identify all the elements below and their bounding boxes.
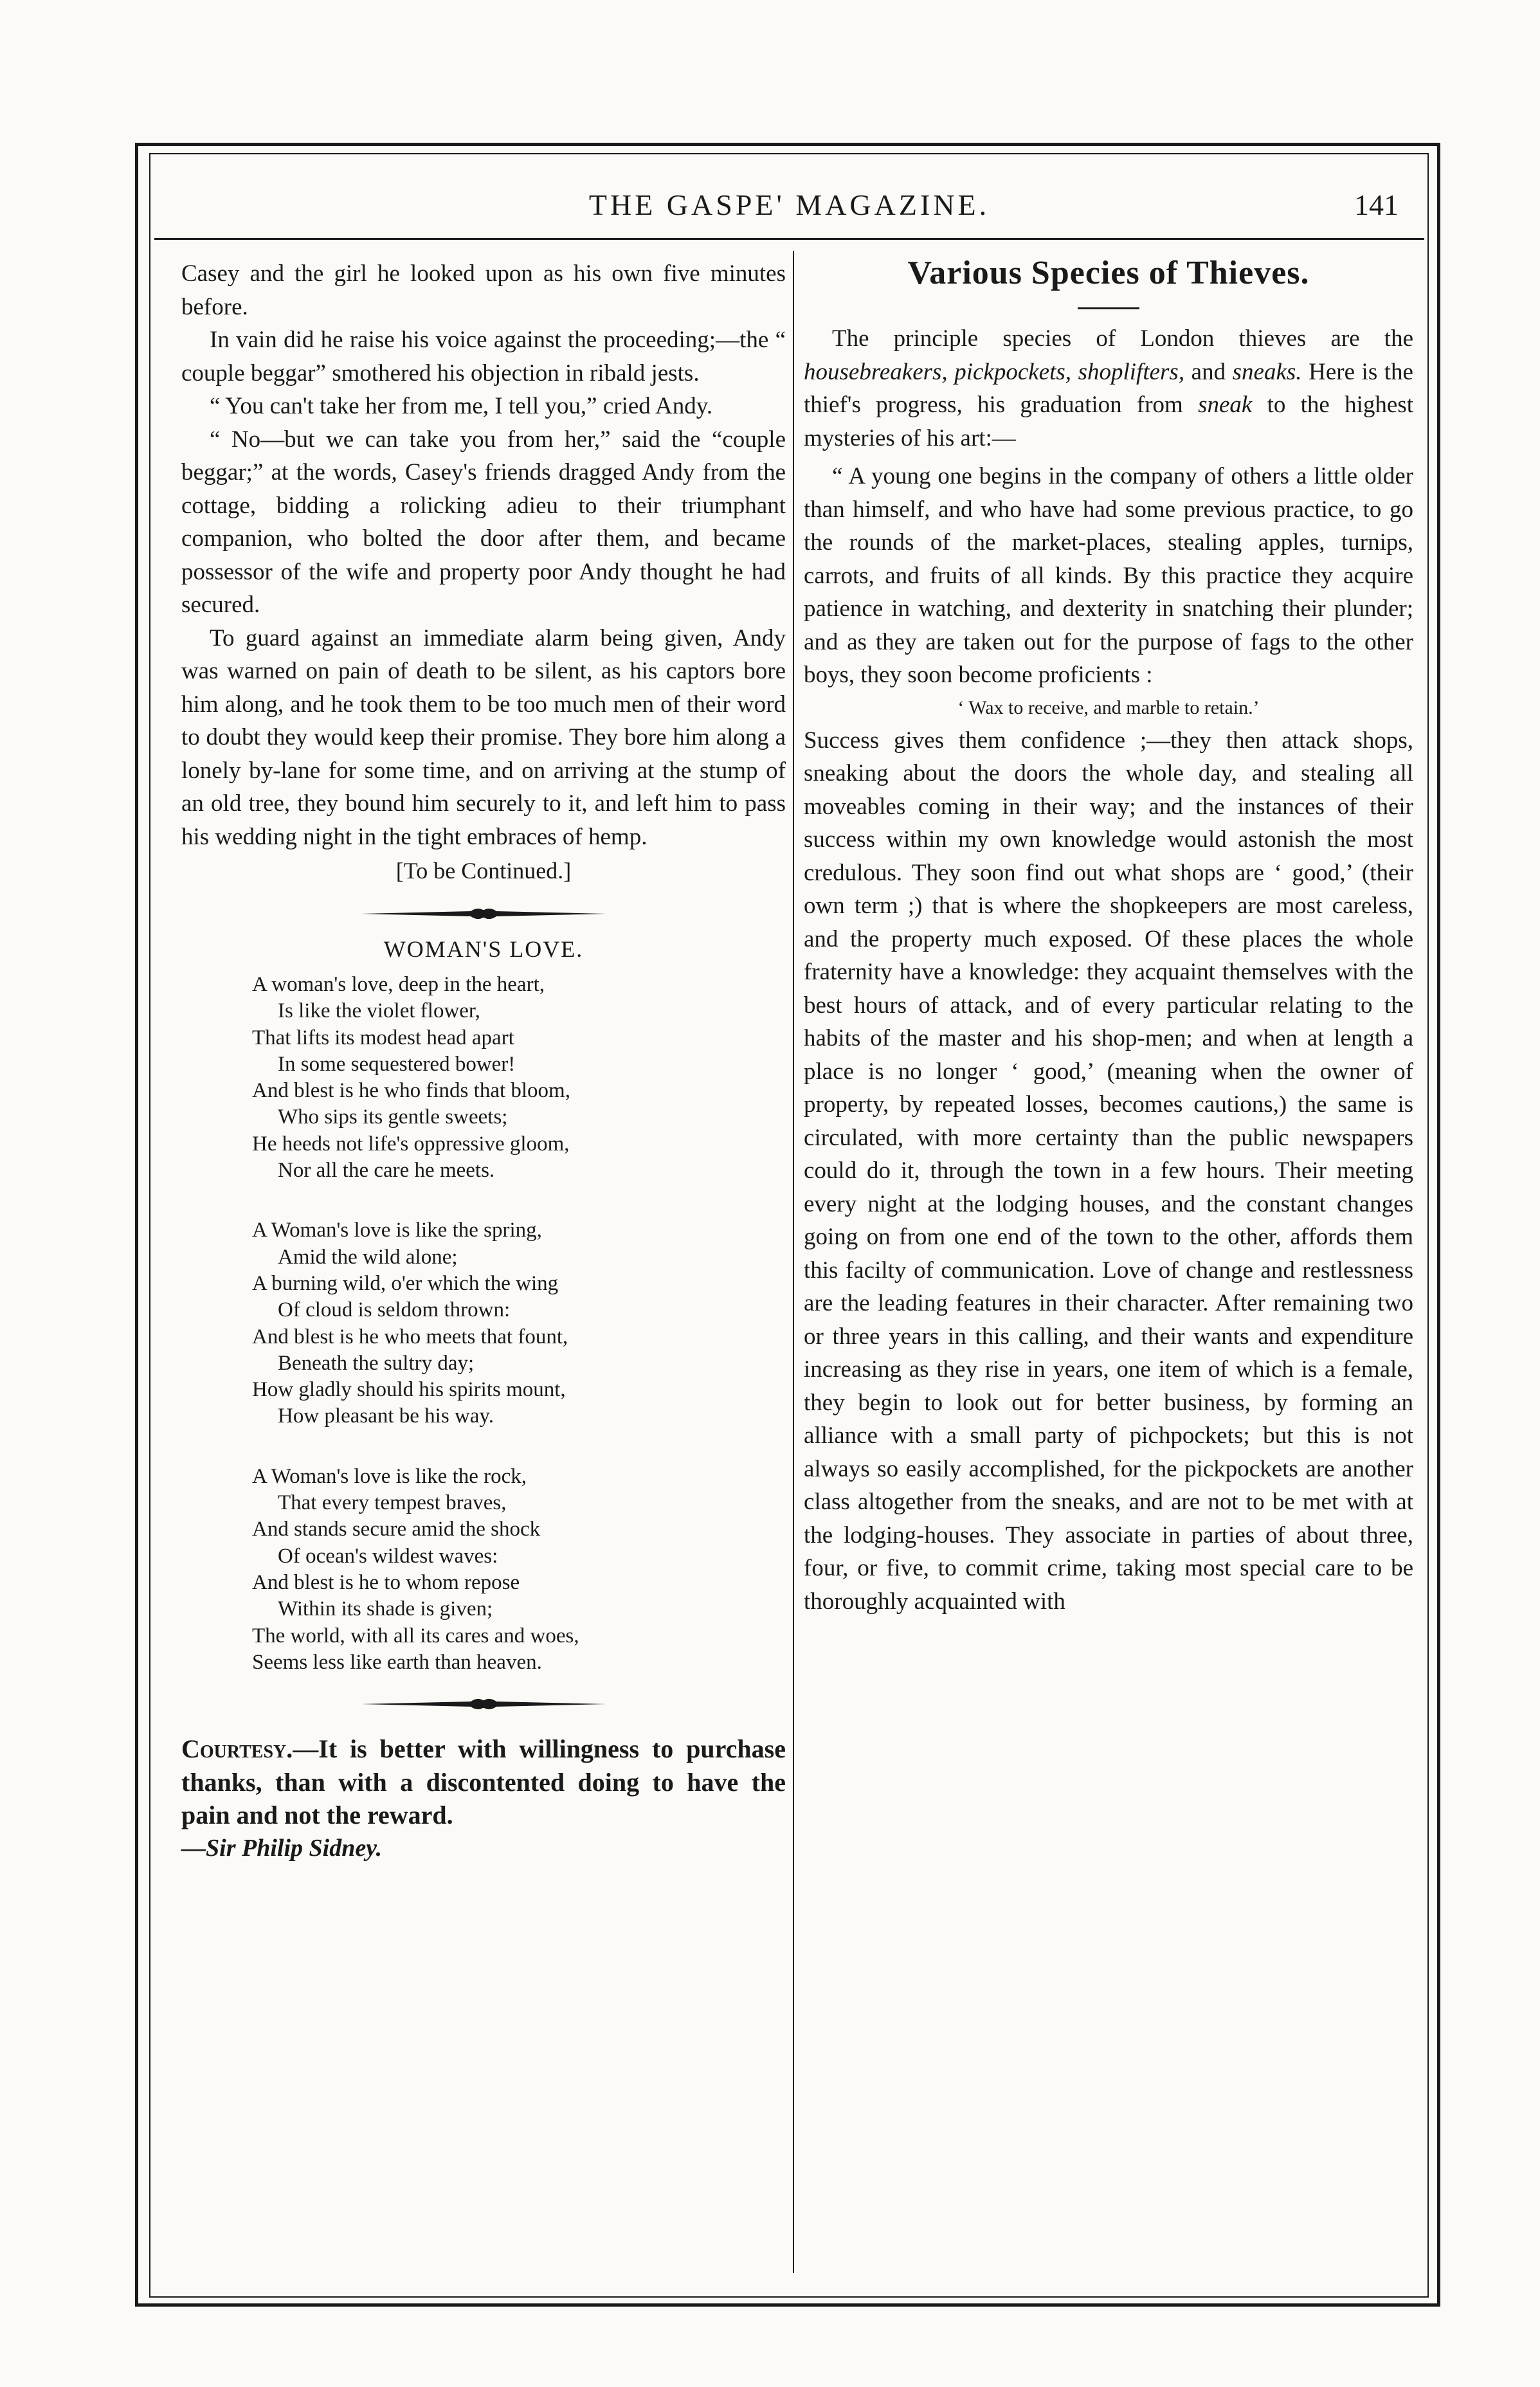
story-paragraph: Casey and the girl he looked upon as his own five minutes before. bbox=[181, 260, 786, 320]
article-quote: ‘ Wax to receive, and marble to retain.’ bbox=[957, 696, 1260, 718]
running-header bbox=[154, 185, 1424, 230]
poem-line: A Woman's love is like the spring, bbox=[252, 1219, 542, 1242]
courtesy-label: Courtesy. bbox=[181, 1734, 293, 1764]
intro-text: Here is the thief's progress, his graduation from bbox=[804, 358, 1413, 418]
poem-line: Of ocean's wildest waves: bbox=[278, 1544, 498, 1568]
poem-line: That every tempest braves, bbox=[278, 1491, 507, 1515]
poem-line: In some sequestered bower! bbox=[278, 1052, 516, 1076]
courtesy-signature: —Sir Philip Sidney. bbox=[181, 1834, 383, 1862]
courtesy-paragraph bbox=[181, 1732, 786, 1832]
poem-line: He heeds not life's oppressive gloom, bbox=[252, 1132, 570, 1156]
poem-line: Beneath the sultry day; bbox=[278, 1351, 475, 1375]
article-paragraph: Success gives them confidence ;—they then attack shops, sneaking about the doors the whole day, and stealing all moveables coming in their way; and the instances of their success within my own knowledge would astonish the most credulous. They soon find out what shops are ‘ good,’ (their own term ;) that is where the shopkeepers are most careless, and the property much exposed. Of these places the whole fraternity have a knowledge: they acquaint themselves with the best hours of attack, and of every particular relating to the habits of the master and his shop-men; and when at length a place is no longer ‘ good,’ (meaning when the owner of property, by repeated losses, becomes cautions,) the same is circulated, with more certainty than the public newspapers could do it, through the town in a few hours. Their meeting every night at the lodging houses, and the constant changes going on from one end of the town to the other, affords them this facilty of communication. Love of change and restlessness are the leading features in their character. After remaining two or three years in this calling, and their wants and expenditure increasing as they rise in years, one item of which is a female, they begin to look out for better business, by forming an alliance with a small party of pichpockets; but this is not always so easily accomplished, for the pickpockets are another class altogether from the sneaks, and are not to be met with at the lodging-houses. They associate in parties of about three, four, or five, to commit crime, taking most special care to be thoroughly acquainted with bbox=[804, 727, 1413, 1615]
poem-line: And blest is he to whom repose bbox=[252, 1570, 520, 1594]
page-number: 141 bbox=[1354, 188, 1399, 221]
poem-line: The world, with all its cares and woes, bbox=[252, 1624, 579, 1647]
poem-stanza bbox=[252, 1217, 786, 1429]
poem-line: Nor all the care he meets. bbox=[278, 1159, 495, 1183]
poem-line: And blest is he who finds that bloom, bbox=[252, 1079, 570, 1103]
poem-line: A burning wild, o'er which the wing bbox=[252, 1271, 559, 1295]
intro-text: and bbox=[1184, 358, 1233, 385]
poem bbox=[181, 972, 786, 1676]
intro-text: The principle species of London thieves are the bbox=[832, 325, 1413, 352]
article-intro bbox=[804, 322, 1413, 455]
poem-line: Within its shade is given; bbox=[278, 1597, 493, 1621]
intro-italic: housebreakers, pickpockets, shoplifters, bbox=[804, 358, 1185, 385]
poem-line: And stands secure amid the shock bbox=[252, 1518, 541, 1541]
column-divider bbox=[793, 251, 794, 2273]
left-column bbox=[181, 257, 786, 1864]
poem-line: A Woman's love is like the rock, bbox=[252, 1464, 527, 1488]
poem-stanza bbox=[252, 972, 786, 1184]
poem-line: A woman's love, deep in the heart, bbox=[252, 973, 545, 996]
poem-stanza bbox=[252, 1464, 786, 1676]
poem-line: How gladly should his spirits mount, bbox=[252, 1378, 566, 1402]
article-paragraph: “ A young one begins in the company of others a little older than himself, and who have had some previous practice, to go the rounds of the market-places, stealing apples, turnips, carrots, and fruits of all kinds. By this practice they acquire patience in watching, and dexterity in snatching their plunder; and as they are taken out for the purpose of fags to the other boys, they soon become proficients : bbox=[804, 463, 1413, 688]
intro-text: to the highest mysteries of his art:— bbox=[804, 392, 1413, 451]
header-rule bbox=[154, 238, 1424, 240]
intro-italic: sneaks. bbox=[1232, 358, 1302, 385]
ornament-divider-icon bbox=[349, 1690, 619, 1718]
magazine-title: THE GASPE' MAGAZINE. bbox=[588, 188, 990, 221]
poem-line: That lifts its modest head apart bbox=[252, 1026, 514, 1049]
poem-line: And blest is he who meets that fount, bbox=[252, 1325, 568, 1348]
poem-line: Of cloud is seldom thrown: bbox=[278, 1298, 511, 1322]
intro-italic: sneak bbox=[1198, 392, 1253, 418]
poem-line: How pleasant be his way. bbox=[278, 1404, 494, 1428]
poem-line: Amid the wild alone; bbox=[278, 1245, 458, 1269]
story-paragraph: In vain did he raise his voice against the proceeding;—the “ couple beggar” smothered his objection in ribald jests. bbox=[181, 327, 786, 386]
heading-dash bbox=[1078, 307, 1139, 309]
right-column bbox=[804, 254, 1413, 1618]
story-paragraph: “ No—but we can take you from her,” said the “couple beggar;” at the words, Casey's friends dragged Andy from the cottage, bidding a rolicking adieu to their triumphant companion, who bolted the door after them, and became possessor of the wife and property poor Andy thought he had secured. bbox=[181, 426, 786, 618]
story-paragraph: “ You can't take her from me, I tell you,” cried Andy. bbox=[210, 393, 713, 419]
ornament-divider-icon bbox=[349, 900, 619, 928]
article-heading: Various Species of Thieves. bbox=[907, 255, 1310, 291]
courtesy-text: —It is better with willingness to purchase thanks, than with a discontented doing to have the pain and not the reward. bbox=[181, 1734, 786, 1830]
poem-line: Is like the violet flower, bbox=[278, 999, 480, 1023]
to-be-continued: [To be Continued.] bbox=[395, 858, 572, 884]
poem-line: Who sips its gentle sweets; bbox=[278, 1105, 508, 1129]
poem-line: Seems less like earth than heaven. bbox=[252, 1650, 542, 1674]
poem-title: WOMAN'S LOVE. bbox=[383, 936, 584, 962]
story-paragraph: To guard against an immediate alarm being given, Andy was warned on pain of death to be silent, as his captors bore him along, and he took them to be too much men of their word to doubt they would keep their promise. They bore him along a lonely by-lane for some time, and on arriving at the stump of an old tree, they bound him securely to it, and left him to pass his wedding night in the tight embraces of hemp. bbox=[181, 624, 786, 850]
